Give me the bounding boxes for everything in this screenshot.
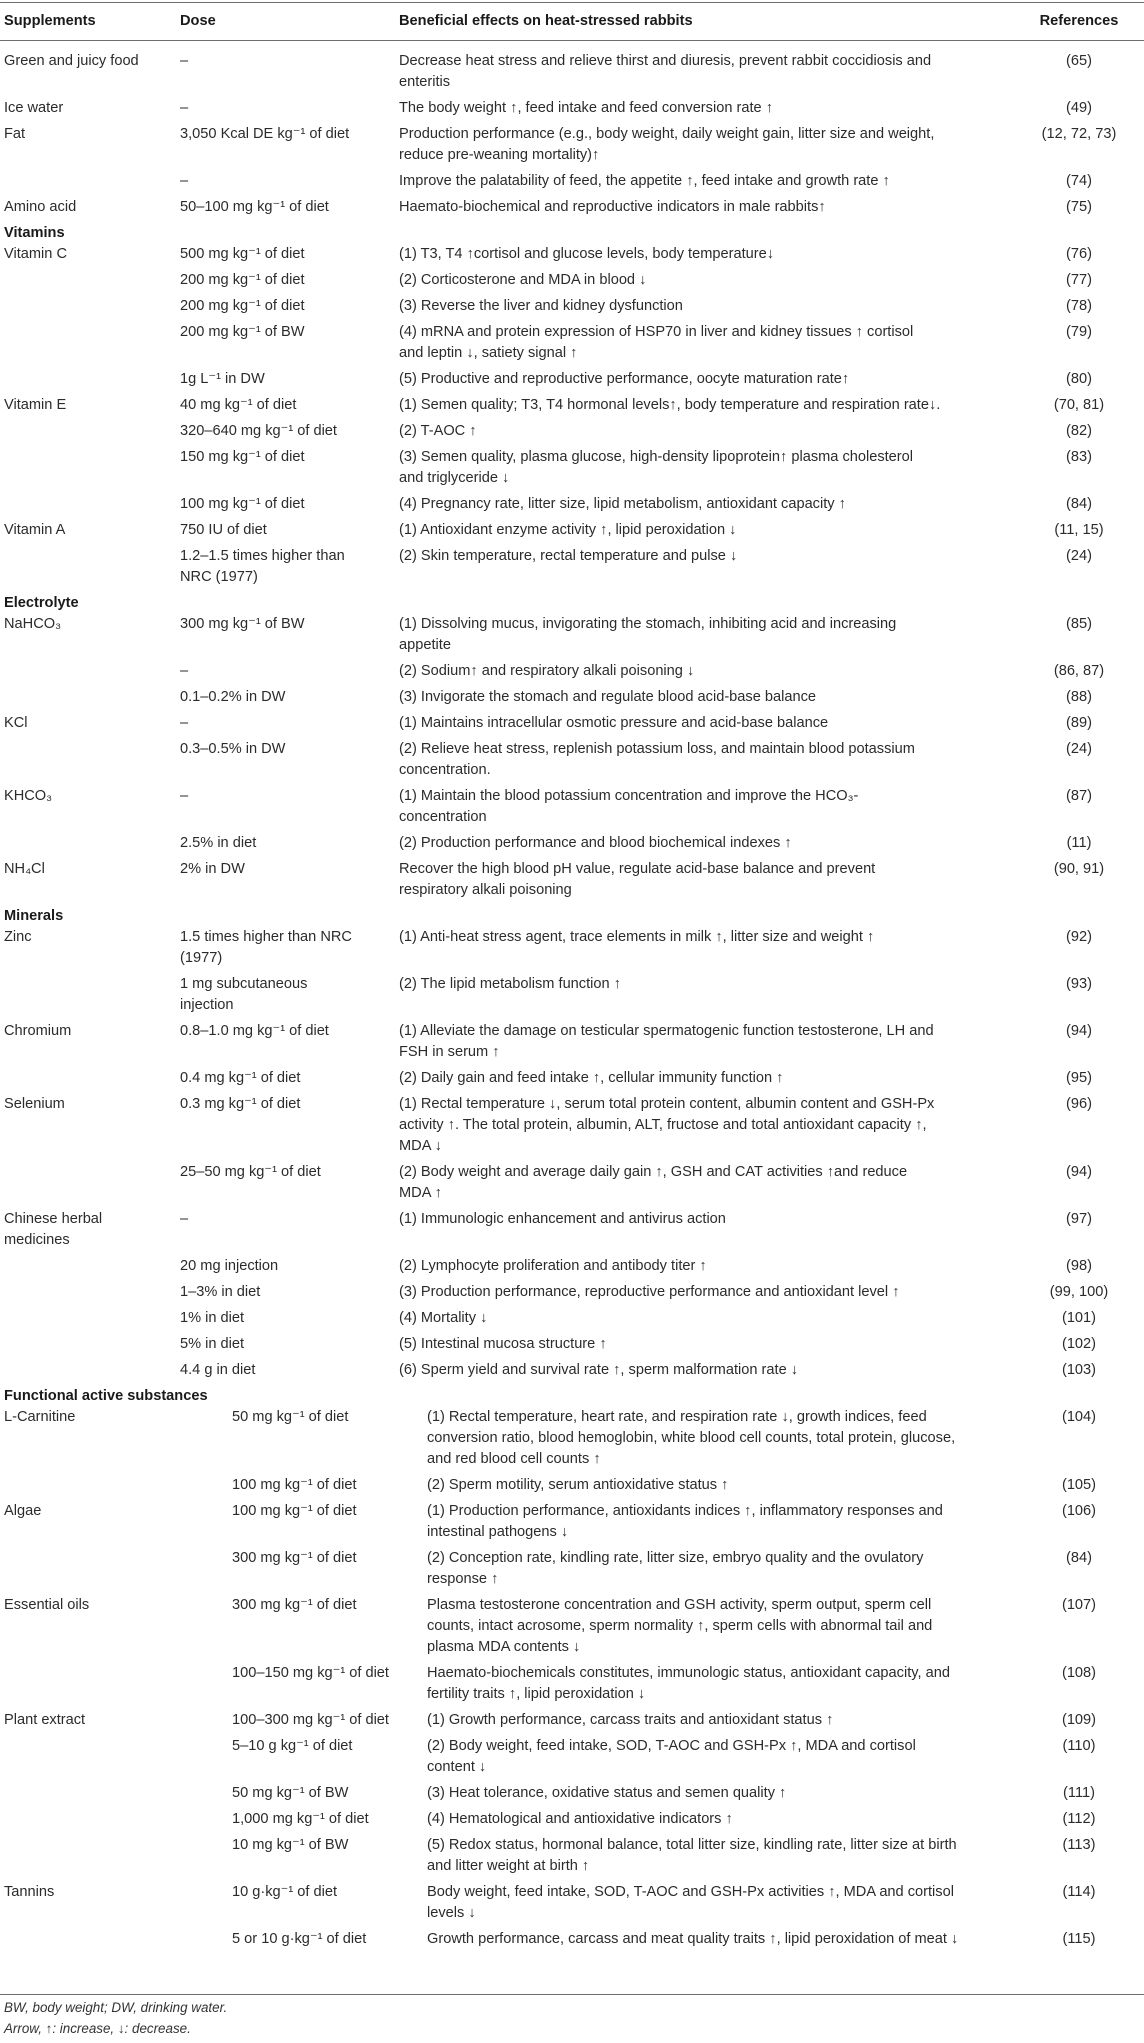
effect-cell: levels ↓ xyxy=(427,1905,476,1921)
effect-cell: response ↑ xyxy=(427,1571,499,1587)
header-rule xyxy=(0,40,1144,41)
effect-cell: (3) Production performance, reproductive performance and antioxidant level ↑ xyxy=(399,1284,900,1300)
effect-cell: (1) Rectal temperature, heart rate, and respiration rate ↓, growth indices, feed xyxy=(427,1409,927,1425)
supplement-cell: NH₄Cl xyxy=(4,861,45,877)
dose-cell: 0.4 mg kg⁻¹ of diet xyxy=(180,1070,301,1086)
effect-cell: (3) Reverse the liver and kidney dysfunction xyxy=(399,298,683,314)
dose-cell: 100 mg kg⁻¹ of diet xyxy=(232,1503,357,1519)
supplement-cell: Vitamin C xyxy=(4,246,67,262)
reference-cell: (105) xyxy=(1061,1477,1097,1493)
reference-cell: (78) xyxy=(1066,298,1092,314)
dose-cell: 320–640 mg kg⁻¹ of diet xyxy=(180,423,337,439)
reference-cell: (85) xyxy=(1066,616,1092,632)
section-heading: Electrolyte xyxy=(4,595,79,611)
effect-cell: Body weight, feed intake, SOD, T-AOC and GSH-Px activities ↑, MDA and cortisol xyxy=(427,1884,954,1900)
effect-cell: (1) Anti-heat stress agent, trace elements in milk ↑, litter size and weight ↑ xyxy=(399,929,875,945)
supplement-cell: KHCO₃ xyxy=(4,788,53,804)
dose-cell: 3,050 Kcal DE kg⁻¹ of diet xyxy=(180,126,350,142)
dose-cell: 20 mg injection xyxy=(180,1258,279,1274)
supplement-cell: Plant extract xyxy=(4,1712,86,1728)
effect-cell: respiratory alkali poisoning xyxy=(399,882,572,898)
supplement-cell: L-Carnitine xyxy=(4,1409,76,1425)
effect-cell: (3) Invigorate the stomach and regulate blood acid-base balance xyxy=(399,689,816,705)
dose-cell: 500 mg kg⁻¹ of diet xyxy=(180,246,305,262)
reference-cell: (98) xyxy=(1066,1258,1092,1274)
dose-cell: 10 g·kg⁻¹ of diet xyxy=(232,1884,338,1900)
supplement-cell: medicines xyxy=(4,1232,70,1248)
dose-cell: 100–300 mg kg⁻¹ of diet xyxy=(232,1712,389,1728)
section-heading: Functional active substances xyxy=(4,1388,208,1404)
dose-cell: – xyxy=(180,663,189,679)
reference-cell: (99, 100) xyxy=(1049,1284,1109,1300)
effect-cell: activity ↑. The total protein, albumin, ALT, fructose and total antioxidant capacity ↑, xyxy=(399,1117,927,1133)
reference-cell: (82) xyxy=(1066,423,1092,439)
supplement-cell: Selenium xyxy=(4,1096,65,1112)
dose-cell: 150 mg kg⁻¹ of diet xyxy=(180,449,305,465)
effect-cell: (2) Relieve heat stress, replenish potassium loss, and maintain blood potassium xyxy=(399,741,915,757)
section-heading: Vitamins xyxy=(4,225,65,241)
supplement-cell: NaHCO₃ xyxy=(4,616,62,632)
table-bottom-rule xyxy=(0,1994,1144,1995)
supplement-cell: Chromium xyxy=(4,1023,72,1039)
supplement-cell: Fat xyxy=(4,126,26,142)
effect-cell: (2) Production performance and blood biochemical indexes ↑ xyxy=(399,835,792,851)
reference-cell: (76) xyxy=(1066,246,1092,262)
effect-cell: (5) Redox status, hormonal balance, total litter size, kindling rate, litter size at birth xyxy=(427,1837,957,1853)
effect-cell: The body weight ↑, feed intake and feed conversion rate ↑ xyxy=(399,100,773,116)
effect-cell: appetite xyxy=(399,637,451,653)
reference-cell: (97) xyxy=(1066,1211,1092,1227)
reference-cell: (112) xyxy=(1062,1811,1096,1827)
effect-cell: (2) T-AOC ↑ xyxy=(399,423,477,439)
supplement-cell: Algae xyxy=(4,1503,42,1519)
effect-cell: conversion ratio, blood hemoglobin, white blood cell counts, total protein, glucose, xyxy=(427,1430,956,1446)
effect-cell: (6) Sperm yield and survival rate ↑, sperm malformation rate ↓ xyxy=(399,1362,799,1378)
effect-cell: (3) Semen quality, plasma glucose, high-density lipoprotein↑ plasma cholesterol xyxy=(399,449,914,465)
dose-cell: 1 mg subcutaneous xyxy=(180,976,308,992)
supplement-cell: Ice water xyxy=(4,100,64,116)
supplement-cell: Vitamin E xyxy=(4,397,67,413)
dose-cell: 0.3–0.5% in DW xyxy=(180,741,286,757)
reference-cell: (84) xyxy=(1066,1550,1092,1566)
effect-cell: (4) Mortality ↓ xyxy=(399,1310,488,1326)
dose-cell: 1g L⁻¹ in DW xyxy=(180,371,265,387)
reference-cell: (79) xyxy=(1066,324,1092,340)
effect-cell: (4) mRNA and protein expression of HSP70 in liver and kidney tissues ↑ cortisol xyxy=(399,324,914,340)
header-dose: Dose xyxy=(180,13,216,29)
dose-cell: 1–3% in diet xyxy=(180,1284,261,1300)
reference-cell: (110) xyxy=(1062,1738,1096,1754)
reference-cell: (74) xyxy=(1066,173,1092,189)
reference-cell: (70, 81) xyxy=(1053,397,1105,413)
effect-cell: (1) Maintain the blood potassium concentration and improve the HCO₃- xyxy=(399,788,859,804)
dose-cell: 200 mg kg⁻¹ of diet xyxy=(180,272,305,288)
effect-cell: (5) Intestinal mucosa structure ↑ xyxy=(399,1336,607,1352)
effect-cell: FSH in serum ↑ xyxy=(399,1044,500,1060)
reference-cell: (89) xyxy=(1066,715,1092,731)
reference-cell: (11) xyxy=(1066,835,1092,851)
dose-cell: – xyxy=(180,715,189,731)
supplement-cell: Tannins xyxy=(4,1884,55,1900)
effect-cell: (1) Alleviate the damage on testicular spermatogenic function testosterone, LH and xyxy=(399,1023,934,1039)
dose-cell: – xyxy=(180,1211,189,1227)
dose-cell: 5 or 10 g·kg⁻¹ of diet xyxy=(232,1931,367,1947)
effect-cell: (2) Sodium↑ and respiratory alkali poisoning ↓ xyxy=(399,663,695,679)
dose-cell: 50 mg kg⁻¹ of diet xyxy=(232,1409,349,1425)
effect-cell: (1) Antioxidant enzyme activity ↑, lipid peroxidation ↓ xyxy=(399,522,737,538)
reference-cell: (96) xyxy=(1066,1096,1092,1112)
effect-cell: (3) Heat tolerance, oxidative status and semen quality ↑ xyxy=(427,1785,787,1801)
effect-cell: (2) Sperm motility, serum antioxidative status ↑ xyxy=(427,1477,729,1493)
effect-cell: (1) Immunologic enhancement and antivirus action xyxy=(399,1211,726,1227)
dose-cell: 5–10 g kg⁻¹ of diet xyxy=(232,1738,353,1754)
reference-cell: (92) xyxy=(1066,929,1092,945)
dose-cell: 50 mg kg⁻¹ of BW xyxy=(232,1785,349,1801)
dose-cell: 1.5 times higher than NRC xyxy=(180,929,352,945)
dose-cell: 1% in diet xyxy=(180,1310,245,1326)
effect-cell: (4) Pregnancy rate, litter size, lipid metabolism, antioxidant capacity ↑ xyxy=(399,496,846,512)
effect-cell: concentration. xyxy=(399,762,491,778)
effect-cell: intestinal pathogens ↓ xyxy=(427,1524,569,1540)
effect-cell: fertility traits ↑, lipid peroxidation ↓ xyxy=(427,1686,646,1702)
effect-cell: (1) Growth performance, carcass traits and antioxidant status ↑ xyxy=(427,1712,834,1728)
reference-cell: (80) xyxy=(1066,371,1092,387)
dose-cell: 300 mg kg⁻¹ of diet xyxy=(232,1597,357,1613)
dose-cell: 100 mg kg⁻¹ of diet xyxy=(232,1477,357,1493)
reference-cell: (95) xyxy=(1066,1070,1092,1086)
effect-cell: Haemato-biochemical and reproductive indicators in male rabbits↑ xyxy=(399,199,826,215)
header-references: References xyxy=(1039,13,1119,29)
reference-cell: (115) xyxy=(1062,1931,1096,1947)
reference-cell: (49) xyxy=(1066,100,1092,116)
reference-cell: (94) xyxy=(1066,1023,1092,1039)
dose-cell: 0.3 mg kg⁻¹ of diet xyxy=(180,1096,301,1112)
effect-cell: MDA ↓ xyxy=(399,1138,442,1154)
reference-cell: (77) xyxy=(1066,272,1092,288)
effect-cell: Improve the palatability of feed, the appetite ↑, feed intake and growth rate ↑ xyxy=(399,173,890,189)
effect-cell: reduce pre-weaning mortality)↑ xyxy=(399,147,600,163)
effect-cell: (2) Lymphocyte proliferation and antibody titer ↑ xyxy=(399,1258,707,1274)
dose-cell: 5% in diet xyxy=(180,1336,245,1352)
supplement-cell: Amino acid xyxy=(4,199,77,215)
effect-cell: (2) Conception rate, kindling rate, litter size, embryo quality and the ovulatory xyxy=(427,1550,924,1566)
effect-cell: counts, intact acrosome, sperm normality ↑, sperm cells with abnormal tail and xyxy=(427,1618,933,1634)
effect-cell: (1) Production performance, antioxidants indices ↑, inflammatory responses and xyxy=(427,1503,943,1519)
effect-cell: (4) Hematological and antioxidative indicators ↑ xyxy=(427,1811,733,1827)
effect-cell: and red blood cell counts ↑ xyxy=(427,1451,601,1467)
dose-cell: – xyxy=(180,100,189,116)
header-supplements: Supplements xyxy=(4,13,96,29)
dose-cell: 50–100 mg kg⁻¹ of diet xyxy=(180,199,329,215)
reference-cell: (11, 15) xyxy=(1054,522,1104,538)
dose-cell: 0.1–0.2% in DW xyxy=(180,689,286,705)
dose-cell: 0.8–1.0 mg kg⁻¹ of diet xyxy=(180,1023,329,1039)
reference-cell: (104) xyxy=(1061,1409,1097,1425)
dose-cell: 300 mg kg⁻¹ of BW xyxy=(180,616,305,632)
reference-cell: (83) xyxy=(1066,449,1092,465)
reference-cell: (86, 87) xyxy=(1053,663,1105,679)
dose-cell: – xyxy=(180,788,189,804)
reference-cell: (75) xyxy=(1066,199,1092,215)
reference-cell: (106) xyxy=(1061,1503,1097,1519)
reference-cell: (93) xyxy=(1066,976,1092,992)
reference-cell: (24) xyxy=(1066,548,1092,564)
reference-cell: (87) xyxy=(1066,788,1092,804)
effect-cell: plasma MDA contents ↓ xyxy=(427,1639,581,1655)
effect-cell: Growth performance, carcass and meat quality traits ↑, lipid peroxidation of meat ↓ xyxy=(427,1931,959,1947)
effect-cell: (1) Dissolving mucus, invigorating the stomach, inhibiting acid and increasing xyxy=(399,616,897,632)
footnote-abbreviations: BW, body weight; DW, drinking water. xyxy=(4,2000,228,2015)
effect-cell: (2) Daily gain and feed intake ↑, cellular immunity function ↑ xyxy=(399,1070,784,1086)
dose-cell: 25–50 mg kg⁻¹ of diet xyxy=(180,1164,321,1180)
effect-cell: enteritis xyxy=(399,74,451,90)
dose-cell: 100 mg kg⁻¹ of diet xyxy=(180,496,305,512)
supplement-cell: Essential oils xyxy=(4,1597,90,1613)
dose-cell: 200 mg kg⁻¹ of BW xyxy=(180,324,305,340)
section-heading: Minerals xyxy=(4,908,64,924)
reference-cell: (101) xyxy=(1061,1310,1097,1326)
effect-cell: (5) Productive and reproductive performance, oocyte maturation rate↑ xyxy=(399,371,850,387)
supplement-cell: KCl xyxy=(4,715,28,731)
effect-cell: Recover the high blood pH value, regulate acid-base balance and prevent xyxy=(399,861,876,877)
effect-cell: (2) The lipid metabolism function ↑ xyxy=(399,976,621,992)
dose-cell: 1,000 mg kg⁻¹ of diet xyxy=(232,1811,369,1827)
dose-cell: injection xyxy=(180,997,234,1013)
reference-cell: (12, 72, 73) xyxy=(1041,126,1117,142)
reference-cell: (103) xyxy=(1061,1362,1097,1378)
effect-cell: (1) T3, T4 ↑cortisol and glucose levels, body temperature↓ xyxy=(399,246,775,262)
footnote-arrows: Arrow, ↑: increase, ↓: decrease. xyxy=(4,2021,191,2036)
reference-cell: (107) xyxy=(1061,1597,1097,1613)
supplement-cell: Chinese herbal xyxy=(4,1211,103,1227)
reference-cell: (114) xyxy=(1062,1884,1096,1900)
reference-cell: (88) xyxy=(1066,689,1092,705)
supplement-cell: Zinc xyxy=(4,929,32,945)
dose-cell: 100–150 mg kg⁻¹ of diet xyxy=(232,1665,389,1681)
dose-cell: (1977) xyxy=(180,950,223,966)
dose-cell: 200 mg kg⁻¹ of diet xyxy=(180,298,305,314)
table-top-rule xyxy=(0,2,1144,3)
dose-cell: 2.5% in diet xyxy=(180,835,257,851)
reference-cell: (113) xyxy=(1062,1837,1096,1853)
dose-cell: 4.4 g in diet xyxy=(180,1362,256,1378)
effect-cell: (2) Corticosterone and MDA in blood ↓ xyxy=(399,272,647,288)
reference-cell: (102) xyxy=(1061,1336,1097,1352)
effect-cell: Plasma testosterone concentration and GSH activity, sperm output, sperm cell xyxy=(427,1597,932,1613)
effect-cell: (2) Body weight and average daily gain ↑, GSH and CAT activities ↑and reduce xyxy=(399,1164,908,1180)
reference-cell: (84) xyxy=(1066,496,1092,512)
reference-cell: (108) xyxy=(1061,1665,1097,1681)
effect-cell: (2) Body weight, feed intake, SOD, T-AOC and GSH-Px ↑, MDA and cortisol xyxy=(427,1738,916,1754)
reference-cell: (109) xyxy=(1061,1712,1097,1728)
effect-cell: (1) Maintains intracellular osmotic pressure and acid-base balance xyxy=(399,715,829,731)
supplement-cell: Green and juicy food xyxy=(4,53,139,69)
effect-cell: content ↓ xyxy=(427,1759,487,1775)
dose-cell: NRC (1977) xyxy=(180,569,258,585)
supplement-cell: Vitamin A xyxy=(4,522,66,538)
effect-cell: (2) Skin temperature, rectal temperature and pulse ↓ xyxy=(399,548,738,564)
effect-cell: MDA ↑ xyxy=(399,1185,442,1201)
dose-cell: 10 mg kg⁻¹ of BW xyxy=(232,1837,349,1853)
dose-cell: 750 IU of diet xyxy=(180,522,267,538)
effect-cell: Haemato-biochemicals constitutes, immunologic status, antioxidant capacity, and xyxy=(427,1665,950,1681)
effect-cell: concentration xyxy=(399,809,487,825)
dose-cell: 40 mg kg⁻¹ of diet xyxy=(180,397,297,413)
effect-cell: Decrease heat stress and relieve thirst and diuresis, prevent rabbit coccidiosis and xyxy=(399,53,932,69)
dose-cell: 300 mg kg⁻¹ of diet xyxy=(232,1550,357,1566)
reference-cell: (94) xyxy=(1066,1164,1092,1180)
dose-cell: 1.2–1.5 times higher than xyxy=(180,548,345,564)
effect-cell: (1) Rectal temperature ↓, serum total protein content, albumin content and GSH-Px xyxy=(399,1096,935,1112)
effect-cell: Production performance (e.g., body weight, daily weight gain, litter size and weight, xyxy=(399,126,935,142)
effect-cell: and litter weight at birth ↑ xyxy=(427,1858,590,1874)
dose-cell: – xyxy=(180,173,189,189)
reference-cell: (24) xyxy=(1066,741,1092,757)
reference-cell: (65) xyxy=(1066,53,1092,69)
reference-cell: (90, 91) xyxy=(1053,861,1105,877)
header-effects: Beneficial effects on heat-stressed rabbits xyxy=(399,13,693,29)
dose-cell: 2% in DW xyxy=(180,861,245,877)
effect-cell: and triglyceride ↓ xyxy=(399,470,510,486)
effect-cell: and leptin ↓, satiety signal ↑ xyxy=(399,345,578,361)
effect-cell: (1) Semen quality; T3, T4 hormonal levels↑, body temperature and respiration rate↓. xyxy=(399,397,941,413)
dose-cell: – xyxy=(180,53,189,69)
reference-cell: (111) xyxy=(1063,1785,1095,1801)
